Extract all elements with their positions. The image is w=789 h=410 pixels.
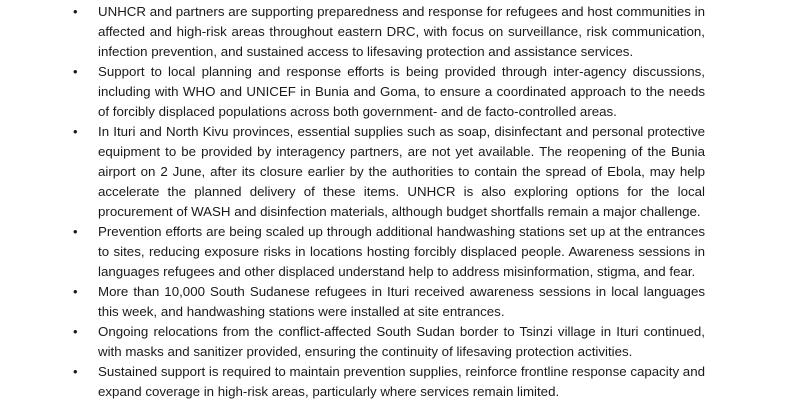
list-item [0, 322, 789, 362]
bullet-icon: • [73, 324, 78, 339]
bullet-icon: • [73, 4, 78, 19]
bullet-icon: • [73, 364, 78, 379]
bullet-list [0, 2, 789, 402]
list-item [0, 362, 789, 402]
list-item [0, 62, 789, 122]
list-item [0, 282, 789, 322]
list-item-text: Sustained support is required to maintain prevention supplies, reinforce frontline response capacity and expand coverage in high-risk areas, particularly where services remain limited. [98, 364, 705, 399]
list-item [0, 122, 789, 222]
bullet-icon: • [73, 224, 78, 239]
bullet-icon: • [73, 124, 78, 139]
list-item-text: In Ituri and North Kivu provinces, essential supplies such as soap, disinfectant and personal protective equipment to be provided by interagency partners, are not yet available. The reopening of the Bunia airport on 2 June, after its closure earlier by the authorities to contain the spread of Ebola, may help accelerate the planned delivery of these items. UNHCR is also exploring options for the local procurement of WASH and disinfection materials, although budget shortfalls remain a major challenge. [98, 124, 705, 219]
list-item-text: UNHCR and partners are supporting preparedness and response for refugees and host communities in affected and high-risk areas throughout eastern DRC, with focus on surveillance, risk communication, infection prevention, and sustained access to lifesaving protection and assistance services. [98, 4, 705, 59]
list-item [0, 2, 789, 62]
list-item [0, 222, 789, 282]
list-item-text: Prevention efforts are being scaled up through additional handwashing stations set up at the entrances to sites, reducing exposure risks in locations hosting forcibly displaced people. Awareness sessions in languages refugees and other displaced understand help to address misinformation, stigma, and fear. [98, 224, 705, 279]
list-item-text: More than 10,000 South Sudanese refugees in Ituri received awareness sessions in local languages this week, and handwashing stations were installed at site entrances. [98, 284, 705, 319]
bullet-icon: • [73, 64, 78, 79]
list-item-text: Support to local planning and response efforts is being provided through inter-agency discussions, including with WHO and UNICEF in Bunia and Goma, to ensure a coordinated approach to the needs of forcibly displaced populations across both government- and de facto-controlled areas. [98, 64, 705, 119]
document-body [0, 2, 789, 402]
list-item-text: Ongoing relocations from the conflict-affected South Sudan border to Tsinzi village in Ituri continued, with masks and sanitizer provided, ensuring the continuity of lifesaving protection activities. [98, 324, 705, 359]
bullet-icon: • [73, 284, 78, 299]
